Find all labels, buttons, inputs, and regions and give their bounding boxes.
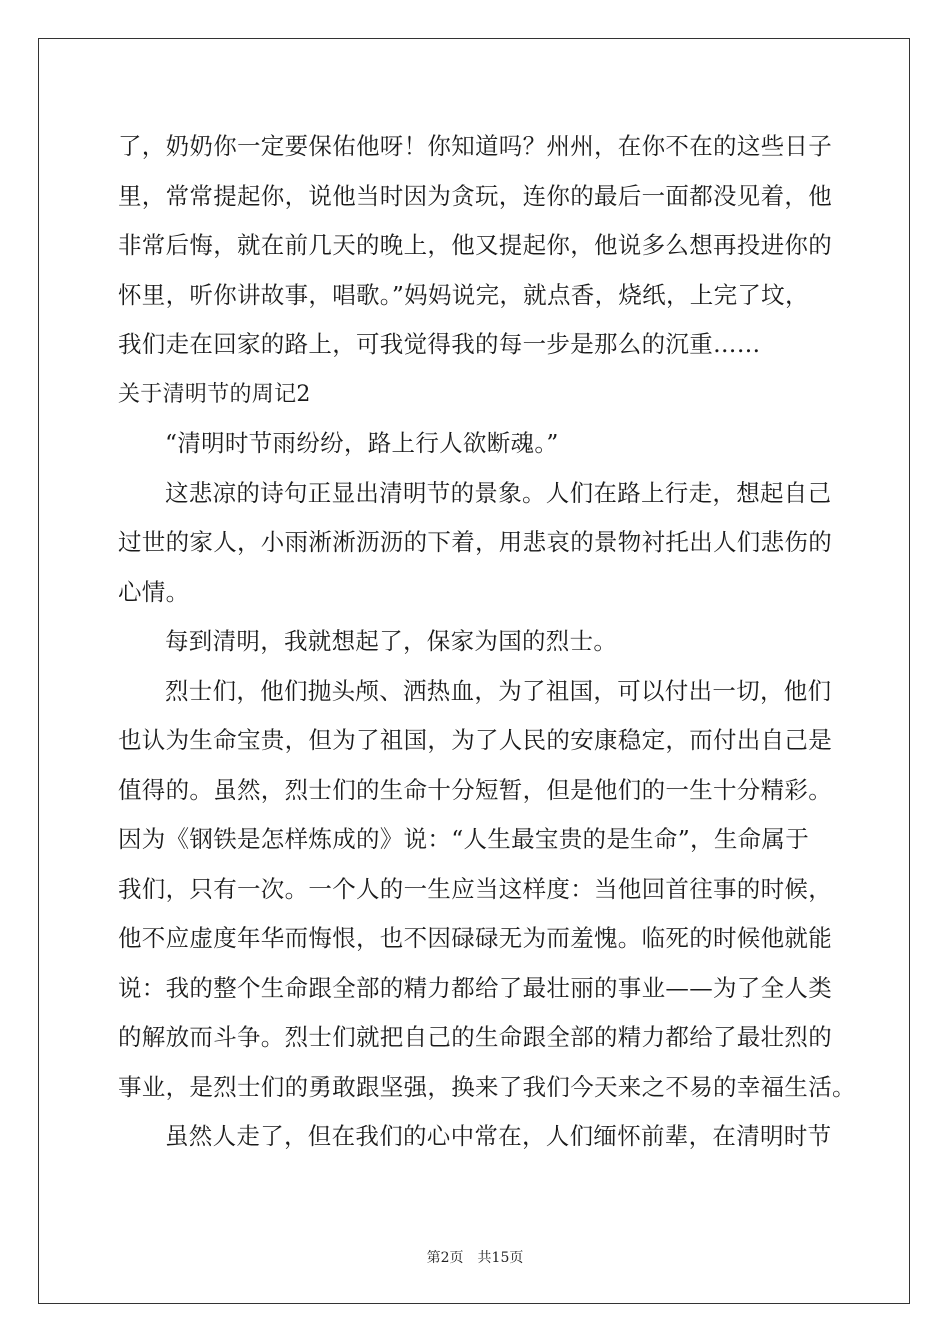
section-heading: 关于清明节的周记2 <box>118 381 311 407</box>
text-line: 的解放而斗争。烈士们就把自己的生命跟全部的精力都给了最壮烈的 <box>118 1023 832 1051</box>
poem-line: “清明时节雨纷纷，路上行人欲断魂。” <box>165 429 559 457</box>
page-total: 共15页 <box>477 1250 524 1266</box>
text-line: 值得的。虽然，烈士们的生命十分短暂，但是他们的一生十分精彩。 <box>118 775 832 804</box>
text-line: 我们，只有一次。一个人的一生应当这样度：当他回首往事的时候， <box>118 874 832 903</box>
text-line: 也认为生命宝贵，但为了祖国，为了人民的安康稳定，而付出自己是 <box>118 726 832 754</box>
text-line: 烈士们，他们抛头颅、洒热血，为了祖国，可以付出一切，他们 <box>165 676 832 705</box>
page-number: 第2页 <box>426 1250 464 1266</box>
text-line: 说：我的整个生命跟全部的精力都给了最壮丽的事业——为了全人类 <box>118 973 832 1002</box>
text-line: 事业，是烈士们的勇敢跟坚强，换来了我们今天来之不易的幸福生活。 <box>118 1072 856 1101</box>
text-line: 心情。 <box>118 577 190 606</box>
text-line: 每到清明，我就想起了，保家为国的烈士。 <box>165 627 618 655</box>
text-line: 我们走在回家的路上，可我觉得我的每一步是那么的沉重…… <box>118 330 761 358</box>
text-line: 这悲凉的诗句正显出清明节的景象。人们在路上行走，想起自己 <box>165 478 832 507</box>
text-line: 过世的家人，小雨淅淅沥沥的下着，用悲哀的景物衬托出人们悲伤的 <box>118 528 832 556</box>
page-footer <box>0 1247 950 1267</box>
text-line: 他不应虚度年华而悔恨，也不因碌碌无为而羞愧。临死的时候他就能 <box>118 924 832 952</box>
text-line: 怀里，听你讲故事，唱歌。”妈妈说完，就点香，烧纸，上完了坟， <box>118 280 809 309</box>
text-line: 了，奶奶你一定要保佑他呀！你知道吗？州州，在你不在的这些日子 <box>118 132 832 160</box>
text-line: 虽然人走了，但在我们的心中常在，人们缅怀前辈，在清明时节 <box>165 1122 832 1150</box>
document-body <box>118 122 856 1162</box>
text-line: 非常后悔，就在前几天的晚上，他又提起你，他说多么想再投进你的 <box>118 231 832 259</box>
text-line: 里，常常提起你，说他当时因为贪玩，连你的最后一面都没见着，他 <box>118 181 832 210</box>
text-line: 因为《钢铁是怎样炼成的》说：“人生最宝贵的是生命”，生命属于 <box>118 825 810 853</box>
